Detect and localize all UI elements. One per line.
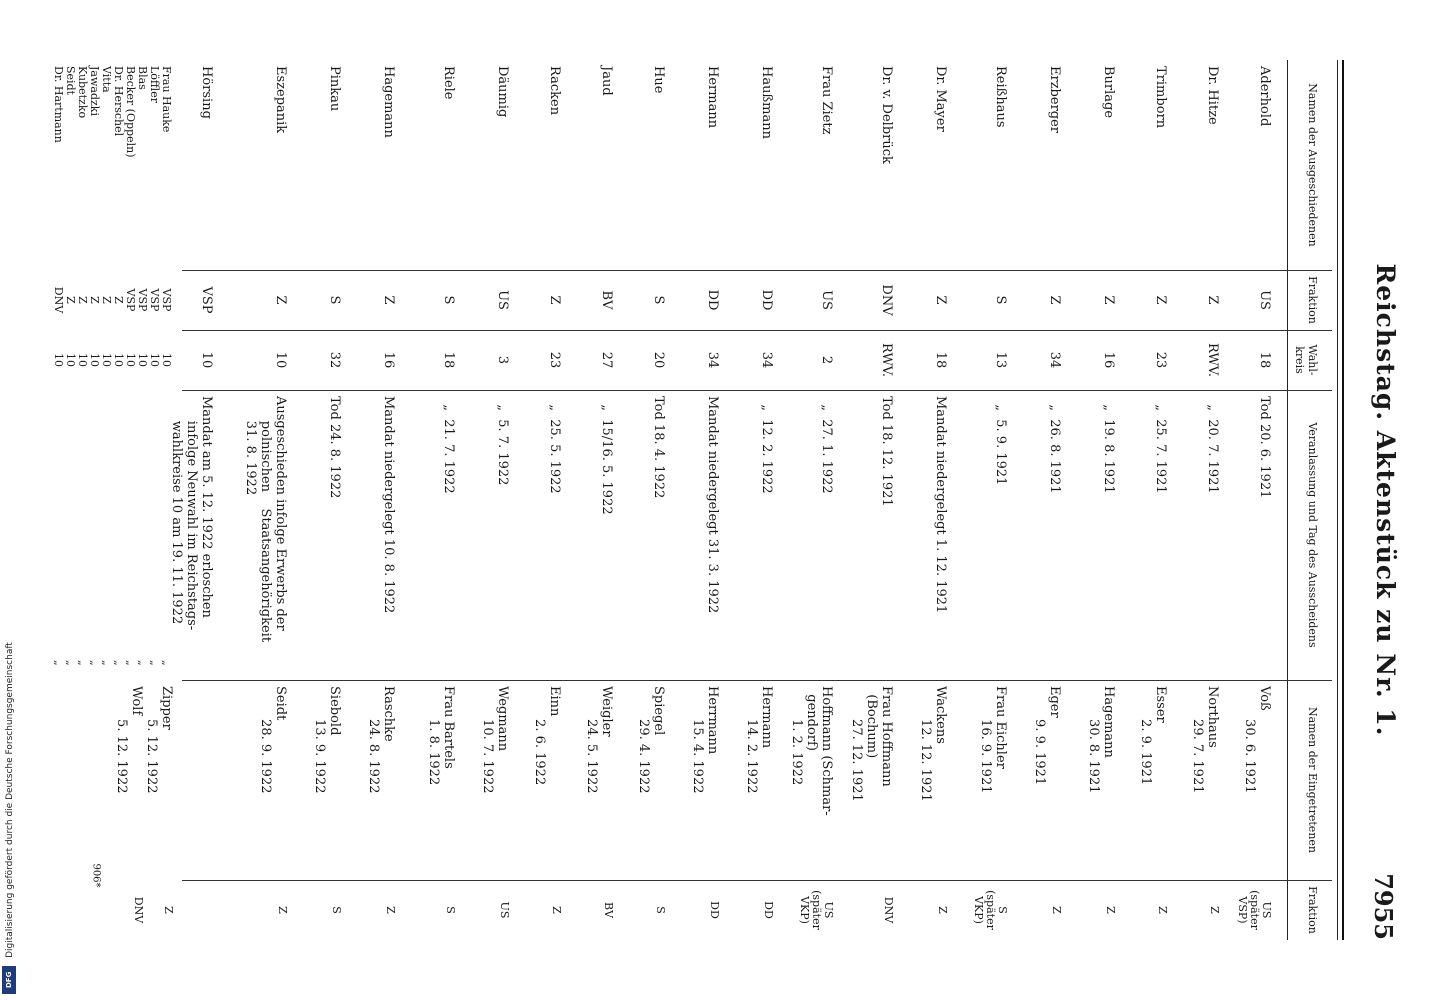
row-name-in: Eger 9. 9. 1921 — [1032, 686, 1062, 786]
group-wahlkreis: 10 — [88, 353, 101, 367]
row-wahlkreis: 10 — [199, 351, 214, 369]
row-fraktion: Z — [933, 295, 948, 305]
group-cause: „ — [124, 660, 137, 666]
group-name-out: Jawadzki — [88, 66, 101, 116]
row-name-out: Däumig — [495, 66, 510, 118]
row-wahlkreis: 18 — [933, 351, 948, 369]
row-fraktion-in: S — [654, 906, 667, 914]
row-cause: „ 27. 1. 1922 — [819, 396, 834, 494]
row-name-out: Eszepanik — [273, 66, 288, 134]
row-wahlkreis: 34 — [759, 351, 774, 369]
row-name-in: Frau Eichler 16. 9. 1921 — [978, 686, 1008, 794]
col-header-name-out: Namen der Ausgeschiedenen — [1306, 83, 1319, 247]
group-name-out: Löffler — [148, 66, 161, 104]
header-rule-thin — [1337, 60, 1338, 940]
row-name-in: Hoffmann (Schmar- gendorf) 1. 2. 1922 — [789, 686, 834, 816]
row-name-out: Frau Zietz — [819, 66, 834, 135]
group-wahlkreis: 10 — [124, 353, 137, 367]
col-header-wahlkreis: Wahl- kreis — [1293, 344, 1319, 376]
page-title: Reichstag. Aktenstück zu Nr. 1. — [1371, 263, 1400, 737]
row-name-out: Erzberger — [1047, 66, 1062, 134]
side-credit — [0, 0, 20, 1000]
row-cause: Tod 18. 12. 1921 — [879, 396, 894, 507]
row-name-in: Raschke 24. 8. 1922 — [366, 686, 396, 794]
row-wahlkreis: 23 — [1153, 351, 1168, 369]
row-wahlkreis: 2 — [819, 355, 834, 365]
row-cause: „ 15/16. 5. 1922 — [599, 396, 614, 515]
row-wahlkreis: 10 — [273, 351, 288, 369]
group-wahlkreis: 10 — [136, 353, 149, 367]
group-name-out: Dr. Hartmann — [52, 66, 65, 143]
group-cause: „ — [64, 660, 77, 666]
col-header-name-in: Namen der Eingetretenen — [1306, 707, 1319, 853]
row-name-out: Dr. Hitze — [1205, 66, 1220, 125]
page-header — [1356, 60, 1400, 940]
row-fraktion-in: US (später VKP) — [798, 890, 835, 930]
row-cause: „ 20. 7. 1921 — [1205, 396, 1220, 494]
column-divider — [182, 390, 1332, 391]
row-cause: „ 19. 8. 1921 — [1101, 396, 1116, 494]
row-cause: Tod 24. 8. 1922 — [327, 396, 342, 499]
group-fraktion: DNV — [52, 286, 65, 314]
row-name-out: Burlage — [1101, 66, 1116, 119]
row-fraktion: Z — [547, 295, 562, 305]
row-name-out: Pinkau — [327, 66, 342, 112]
group-name-in-1: Zipper 5. 12. 1922 — [144, 686, 174, 794]
group-fraktion-in-1: Z — [162, 906, 175, 914]
row-name-out: Hagemann — [381, 66, 396, 138]
row-name-out: Haußmann — [759, 66, 774, 139]
row-name-in: Hermann 14. 2. 1922 — [744, 686, 774, 794]
group-fraktion: VSP — [160, 288, 173, 312]
row-cause: Mandat niedergelegt 31. 3. 1922 — [705, 396, 720, 614]
group-name-in-2: Wolf 5. 12. 1922 — [114, 686, 144, 794]
row-cause: „ 25. 7. 1921 — [1153, 396, 1168, 494]
row-name-out: Jaud — [599, 66, 614, 96]
row-cause: Mandat am 5. 12. 1922 erloschen infolge Neuwahl im Reichstags- wahlkreise 10 am 19. 11. 1922 — [169, 396, 214, 631]
row-fraktion: US — [1257, 290, 1272, 310]
footer-number: 906* — [90, 863, 102, 888]
row-cause: Ausgeschieden infolge Erwerbs der polnischen Staatsangehörigkeit 31. 8. 1922 — [243, 396, 288, 643]
row-cause: „ 21. 7. 1922 — [441, 396, 456, 494]
row-name-in: Voß 30. 6. 1921 — [1242, 686, 1272, 794]
row-cause: Mandat niedergelegt 1. 12. 1921 — [933, 396, 948, 614]
row-name-in: Hagemann 30. 8. 1921 — [1086, 686, 1116, 794]
row-name-in: Seidt 28. 9. 1922 — [258, 686, 288, 794]
row-fraktion-in: S (später VKP) — [972, 890, 1009, 930]
row-name-out: Reißhaus — [993, 66, 1008, 128]
row-fraktion-in: Z — [1208, 906, 1221, 914]
group-fraktion-in-2: DNV — [132, 896, 145, 924]
group-wahlkreis: 10 — [64, 353, 77, 367]
row-cause: „ 5. 9. 1921 — [993, 396, 1008, 486]
row-name-out: Trimborn — [1153, 66, 1168, 129]
row-name-out: Dr. v. Delbrück — [879, 66, 894, 164]
row-fraktion: Z — [1153, 295, 1168, 305]
row-name-out: Hörsing — [199, 66, 214, 119]
row-fraktion: DNV — [879, 284, 894, 316]
row-fraktion: S — [993, 295, 1008, 305]
row-name-in: Frau Bartels 1. 8. 1922 — [426, 686, 456, 786]
group-fraktion: VSP — [148, 288, 161, 312]
row-wahlkreis: 23 — [547, 351, 562, 369]
row-fraktion-in: DNV — [882, 896, 895, 924]
row-wahlkreis: 16 — [1101, 351, 1116, 369]
row-fraktion-in: DD — [708, 901, 721, 919]
row-name-out: Aderhold — [1257, 66, 1272, 127]
row-name-in: Esser 2. 9. 1921 — [1138, 686, 1168, 786]
row-fraktion: US — [819, 290, 834, 310]
group-cause: „ — [100, 660, 113, 666]
header-rule — [1342, 60, 1344, 940]
group-cause: „ — [112, 660, 125, 666]
row-fraktion: Z — [381, 295, 396, 305]
row-wahlkreis: RWV. — [1205, 342, 1220, 378]
group-fraktion: Z — [100, 296, 113, 304]
row-fraktion-in: Z — [276, 906, 289, 914]
row-wahlkreis: 27 — [599, 351, 614, 369]
row-name-in: Wackens 12. 12. 1921 — [918, 686, 948, 802]
col-header-fraktion: Fraktion — [1306, 276, 1319, 324]
row-wahlkreis: 18 — [1257, 351, 1272, 369]
row-wahlkreis: 3 — [495, 355, 510, 365]
group-fraktion: VSP — [124, 288, 137, 312]
row-cause: „ 12. 2. 1922 — [759, 396, 774, 494]
row-wahlkreis: 32 — [327, 351, 342, 369]
row-fraktion-in: Z — [1104, 906, 1117, 914]
row-fraktion-in: US (später VSP) — [1236, 890, 1273, 930]
group-name-out: Blas — [136, 66, 149, 90]
row-name-in: Northaus 29. 7. 1921 — [1190, 686, 1220, 794]
row-name-in: Wegmann 10. 7. 1922 — [480, 686, 510, 794]
row-fraktion: S — [327, 295, 342, 305]
page-number: 7955 — [1369, 873, 1398, 940]
row-fraktion-in: Z — [1156, 906, 1169, 914]
row-fraktion: Z — [1047, 295, 1062, 305]
row-fraktion: Z — [1205, 295, 1220, 305]
group-wahlkreis: 10 — [160, 353, 173, 367]
side-credit-text: Digitalisierung gefördert durch die Deutsche Forschungsgemeinschaft — [5, 642, 15, 958]
group-cause: „ — [160, 660, 173, 666]
row-name-in: Frau Hoffmann (Bochum) 27. 12. 1921 — [849, 686, 894, 802]
group-fraktion: Z — [76, 296, 89, 304]
column-divider — [182, 680, 1332, 681]
row-fraktion-in: Z — [384, 906, 397, 914]
row-fraktion-in: DD — [762, 901, 775, 919]
row-wahlkreis: 34 — [1047, 351, 1062, 369]
group-cause: „ — [52, 660, 65, 666]
row-wahlkreis: 16 — [381, 351, 396, 369]
col-header-fraktion-in: Fraktion — [1306, 886, 1319, 934]
row-cause: „ 25. 5. 1922 — [547, 396, 562, 494]
row-fraktion-in: S — [330, 906, 343, 914]
row-name-in: Weigler 24. 5. 1922 — [584, 686, 614, 794]
row-wahlkreis: RWV. — [879, 342, 894, 378]
group-cause: „ — [88, 660, 101, 666]
row-fraktion-in: S — [444, 906, 457, 914]
group-name-out: Seidt — [64, 66, 77, 96]
row-fraktion-in: Z — [936, 906, 949, 914]
column-header-rule — [1287, 60, 1288, 940]
dfg-logo: DFG — [2, 966, 16, 994]
group-name-out: Kubetzko — [76, 66, 89, 119]
row-fraktion: DD — [705, 289, 720, 311]
row-wahlkreis: 34 — [705, 351, 720, 369]
group-cause: „ — [76, 660, 89, 666]
row-cause: Tod 18. 4. 1922 — [651, 396, 666, 499]
row-fraktion: Z — [1101, 295, 1116, 305]
group-cause: „ — [148, 660, 161, 666]
row-wahlkreis: 13 — [993, 351, 1008, 369]
group-fraktion: Z — [64, 296, 77, 304]
group-fraktion: VSP — [136, 288, 149, 312]
row-name-out: Dr. Mayer — [933, 66, 948, 132]
row-fraktion: BV — [599, 290, 614, 310]
row-fraktion: US — [495, 290, 510, 310]
row-fraktion-in: BV — [602, 901, 615, 919]
row-fraktion-in: Z — [550, 906, 563, 914]
group-name-out: Frau Hauke — [160, 66, 173, 133]
row-name-out: Riele — [441, 66, 456, 100]
row-fraktion: VSP — [199, 286, 214, 314]
row-name-out: Racken — [547, 66, 562, 116]
group-fraktion: Z — [88, 296, 101, 304]
row-cause: Tod 20. 6. 1921 — [1257, 396, 1272, 499]
row-fraktion: DD — [759, 289, 774, 311]
row-name-out: Hue — [651, 66, 666, 94]
group-name-out: Dr. Herschel — [112, 66, 125, 137]
row-fraktion: S — [651, 295, 666, 305]
row-wahlkreis: 18 — [441, 351, 456, 369]
group-wahlkreis: 10 — [76, 353, 89, 367]
row-name-in: Herrmann 15. 4. 1922 — [690, 686, 720, 794]
group-wahlkreis: 10 — [112, 353, 125, 367]
group-name-out: Becker (Oppeln) — [124, 66, 137, 158]
row-fraktion-in: Z — [1050, 906, 1063, 914]
row-name-in: Spiegel 29. 4. 1922 — [636, 686, 666, 794]
row-wahlkreis: 20 — [651, 351, 666, 369]
group-wahlkreis: 10 — [52, 353, 65, 367]
row-name-in: Siebold 13. 9. 1922 — [312, 686, 342, 794]
group-name-out: Vitta — [100, 66, 113, 93]
group-wahlkreis: 10 — [148, 353, 161, 367]
row-cause: „ 26. 8. 1921 — [1047, 396, 1062, 494]
row-name-out: Hermann — [705, 66, 720, 129]
row-fraktion: S — [441, 295, 456, 305]
group-wahlkreis: 10 — [100, 353, 113, 367]
row-cause: Mandat niedergelegt 10. 8. 1922 — [381, 396, 396, 614]
row-cause: „ 5. 7. 1922 — [495, 396, 510, 486]
group-cause: „ — [136, 660, 149, 666]
row-fraktion-in: US — [498, 901, 511, 919]
row-name-in: Einn 2. 6. 1922 — [532, 686, 562, 786]
col-header-cause: Veranlassung und Tag des Ausscheidens — [1306, 422, 1319, 648]
row-fraktion: Z — [273, 295, 288, 305]
group-fraktion: Z — [112, 296, 125, 304]
